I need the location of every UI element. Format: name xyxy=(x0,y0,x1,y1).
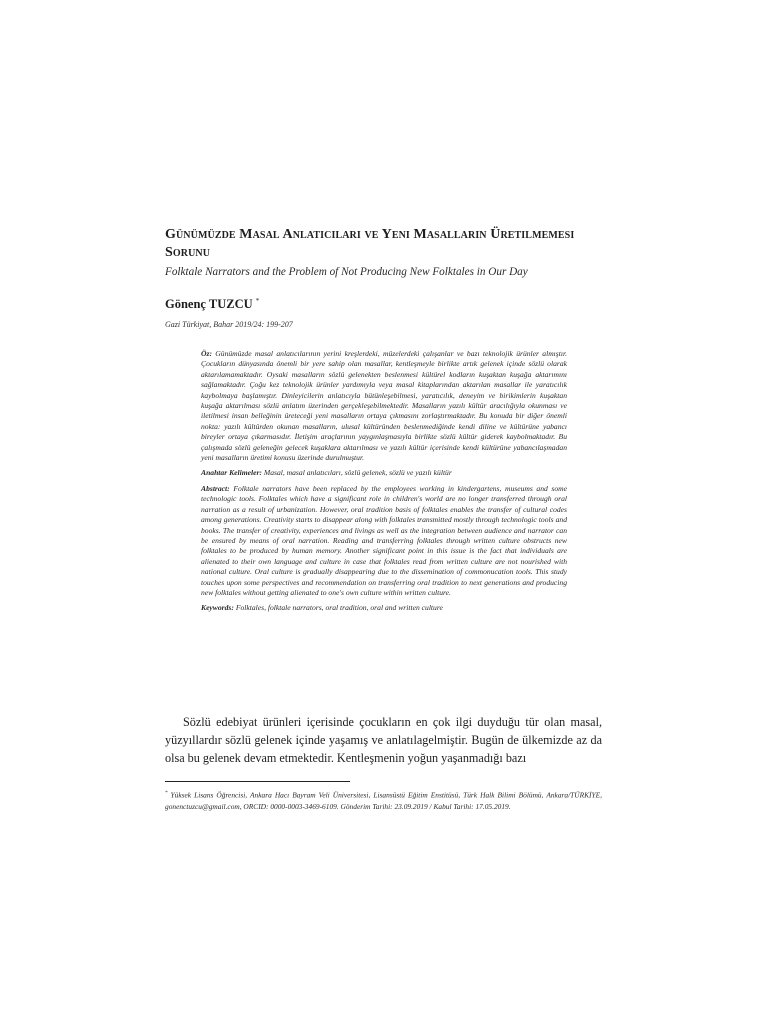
footnote-divider xyxy=(165,781,350,782)
author-name: Gönenç TUZCU xyxy=(165,297,253,312)
keywords-turkish-text: Masal, masal anlatıcıları, sözlü gelenek, sözlü ve yazılı kültür xyxy=(263,468,452,478)
author-line xyxy=(165,297,259,312)
footnote-text: Yüksek Lisans Öğrencisi, Ankara Hacı Bayram Veli Üniversitesi, Lisansüstü Eğitim Enstitüsü, Türk Halk Bilimi Bölümü, Ankara/TÜRKİYE, gonenctuzcu@gmail.com, ORCID: 0000-0003-3469-6109. Gönderim Tarihi: 23.09.2019 / Kabul Tarihi: 17.05.2019. xyxy=(165,790,602,812)
footnote-mark: * xyxy=(165,791,168,796)
body-text xyxy=(165,713,602,767)
keywords-english-text: Folktales, folktale narrators, oral tradition, oral and written culture xyxy=(235,603,443,613)
author-footnote-mark: * xyxy=(255,297,260,305)
abstract-turkish xyxy=(201,349,567,463)
footnote xyxy=(165,788,602,813)
keywords-english-label: Keywords: xyxy=(201,603,234,613)
journal-citation: Gazi Türkiyat, Bahar 2019/24: 199-207 xyxy=(165,320,293,329)
keywords-english xyxy=(201,603,567,613)
keywords-turkish xyxy=(201,468,567,478)
abstract-english-label: Abstract: xyxy=(201,483,230,493)
abstract-turkish-label: Öz: xyxy=(201,349,212,358)
article-title: Günümüzde Masal Anlatıcıları ve Yeni Masalların Üretilmemesi Sorunu xyxy=(165,227,575,260)
abstract-english xyxy=(201,484,567,598)
abstract-block xyxy=(201,349,567,619)
article-subtitle: Folktale Narrators and the Problem of Not Producing New Folktales in Our Day xyxy=(165,266,528,278)
abstract-english-text: Folktale narrators have been replaced by the employees working in kindergartens, museums and some technologic tools. Folktales which have a significant role in children's world are no longer transferred through oral narration as a result of urbanization. However, oral tradition basis of folktales enables the transfer of cultural codes among generations. Creativity starts to disappear along with folktales transmitted mostly through technologic tools and books. The transfer of creativity, experiences and livings as well as the integration between audience and narrator can be ensured by means of oral narration. Reading and transferring folktales through written culture obstructs new folktales to be produced by human memory. Another significant point in this issue is the fact that individuals are alienated to their own language and culture in case that folktales read from written culture are not nourished with national culture. Oral culture is gradually disappearing due to the dissemination of commonucation tools. This study touches upon some perspectives and recommendation on transferring oral tradition to next generations and producing new folktales without getting alienated to one's own culture within written culture. xyxy=(201,483,567,597)
keywords-turkish-label: Anahtar Kelimeler: xyxy=(201,468,262,478)
body-paragraph: Sözlü edebiyat ürünleri içerisinde çocukların en çok ilgi duyduğu tür olan masal, yüzyıllardır sözlü gelenek içinde yaşamış ve anlatılagelmiştir. Bugün de ülkemizde az da olsa bu gelenek devam etmektedir. Kentleşmenin yoğun yaşanmadığı bazı xyxy=(165,715,602,765)
abstract-turkish-text: Günümüzde masal anlatıcılarının yerini kreşlerdeki, müzelerdeki çalışanlar ve bazı teknolojik ürünler almıştır. Çocukların dünyasında önemli bir yere sahip olan masallar, kentleşmeyle birlikte artık gelenek içinde sözlü olarak aktarılamamaktadır. Oysaki masalların sözlü gelenekten beslenmesi kültürel kodların kuşaktan kuşağa aktarımını sağlamaktadır. Çoğu kez teknolojik ürünler yardımıyla veya masal kitaplarından aktarılan masallar ile yaratıcılık kaybolmaya başlamıştır. Dinleyicilerin anlatıcıyla bütünleşebilmesi, yaratıcılık, deneyim ve birikimlerin kuşaktan kuşağa aktarılması sözlü anlatım üzerinden gerçekleşebilmektedir. Masalların yazılı kültür aracılığıyla okunması ve iletilmesi insan belleğinin üreteceği yeni masalların ortaya çıkmasını zorlaştırmaktadır. Bu konuda bir diğer önemli nokta: yazılı kültürden okunan masalların, ulusal kültüründen beslenmediğinde kendi diline ve kültürüne yabancı bireyler ortaya çıkarmasıdır. İletişim araçlarının yaygınlaşmasıyla birlikte sözlü kültür giderek kaybolmaktadır. Bu çalışmada sözlü geleneğin gelecek kuşaklara aktarılması ve yazılı kültür içerisinde kendi kültürüne yabancılaşmadan yeni masalların üretimi konusu üzerinde durulmuştur. xyxy=(201,349,567,463)
